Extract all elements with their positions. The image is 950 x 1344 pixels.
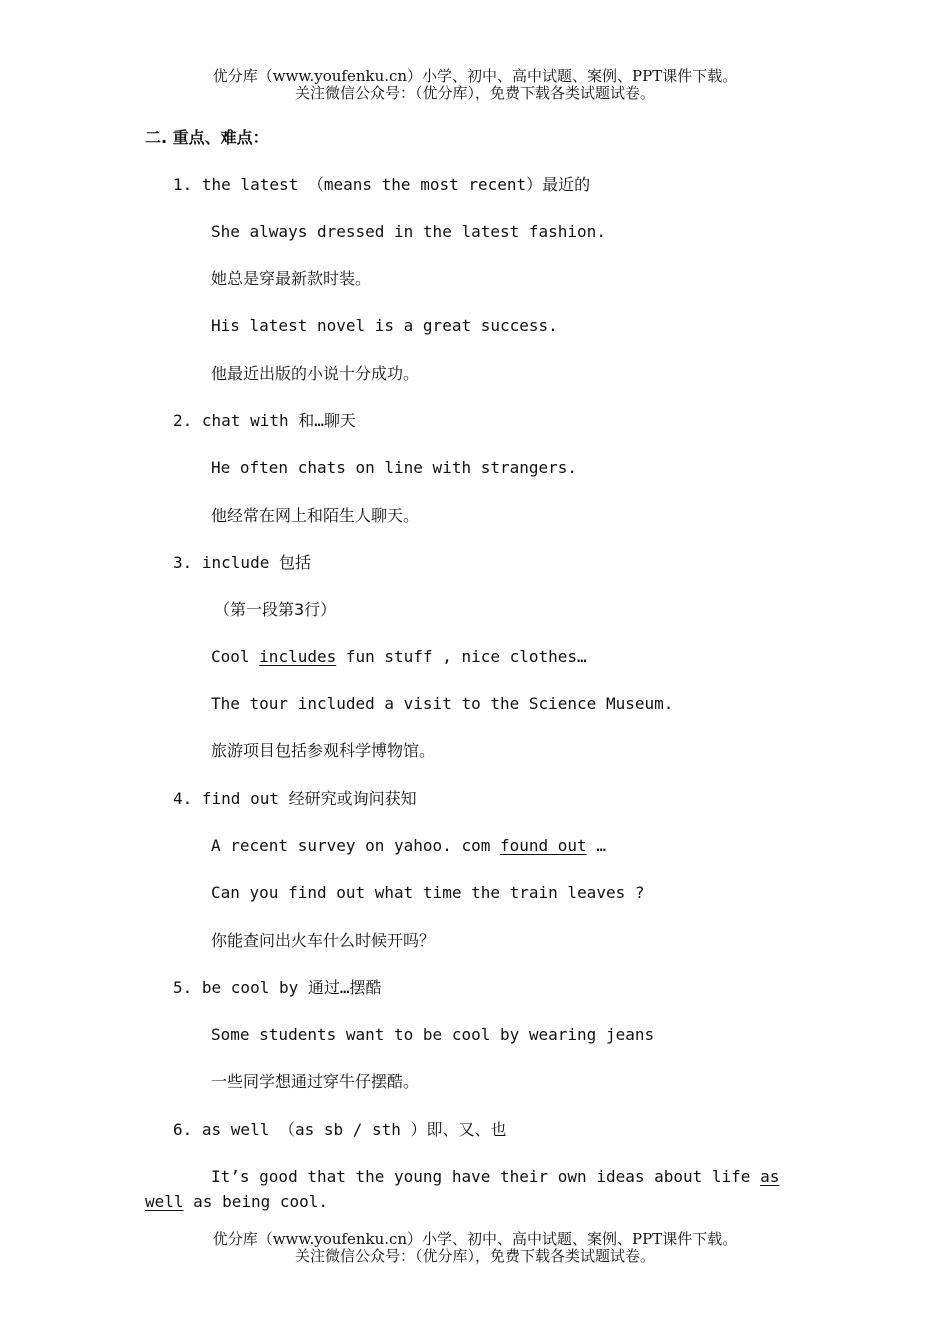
item-6-quote-before: It’s good that the young have their own ideas about life: [211, 1167, 761, 1186]
header-line-1: 优分库（www.youfenku.cn）小学、初中、高中试题、案例、PPT课件下载。: [212, 67, 738, 85]
footer-line-2: 关注微信公众号：（优分库），免费下载各类试题试卷。: [294, 1247, 655, 1265]
item-1-heading: 1. the latest （means the most recent）最近的: [173, 175, 591, 194]
header-line-2: 关注微信公众号：（优分库），免费下载各类试题试卷。: [294, 84, 655, 102]
page-header: [0, 68, 950, 102]
item-6-quote-underlined-1: as: [760, 1167, 780, 1186]
item-5-example-cn-1: 一些同学想通过穿牛仔摆酷。: [211, 1072, 420, 1091]
item-4-quote-underlined: found out: [499, 836, 587, 855]
item-3-quote-underlined: includes: [259, 647, 337, 666]
item-4-quote-before: A recent survey on yahoo. com: [211, 836, 500, 855]
item-4-example-cn-1: 你能查问出火车什么时候开吗？: [211, 931, 436, 950]
item-6-heading: 6. as well （as sb / sth ）即、又、也: [173, 1120, 507, 1139]
item-6-example-line-2: [145, 1192, 328, 1212]
item-4-example-en-1: Can you find out what time the train leaves ?: [211, 883, 645, 902]
item-1-example-en-1: She always dressed in the latest fashion.: [211, 222, 606, 241]
item-2-example-cn-1: 他经常在网上和陌生人聊天。: [211, 506, 420, 525]
item-5-example-en-1: Some students want to be cool by wearing jeans: [211, 1025, 655, 1044]
section-title: 二. 重点、难点：: [145, 128, 269, 147]
item-1-example-cn-2: 他最近出版的小说十分成功。: [211, 364, 420, 383]
item-3-heading: 3. include 包括: [173, 553, 311, 572]
item-1-example-en-2: His latest novel is a great success.: [211, 316, 558, 335]
item-2-example-en-1: He often chats on line with strangers.: [211, 458, 578, 477]
item-3-quote-before: Cool: [211, 647, 260, 666]
item-3-quote-after: fun stuff , nice clothes…: [336, 647, 587, 666]
item-6-example-line-1: [211, 1167, 779, 1187]
item-6-quote-after: as being cool.: [183, 1192, 329, 1211]
item-4-quote-after: …: [586, 836, 606, 855]
page-footer: [0, 1231, 950, 1265]
item-6-quote-underlined-2: well: [145, 1192, 184, 1211]
item-4-heading: 4. find out 经研究或询问获知: [173, 789, 417, 808]
item-3-example-en-1: The tour included a visit to the Science Museum.: [211, 694, 674, 713]
item-5-heading: 5. be cool by 通过…摆酷: [173, 978, 382, 997]
item-4-source-quote: [211, 836, 606, 856]
item-3-example-cn-1: 旅游项目包括参观科学博物馆。: [211, 741, 436, 760]
item-2-heading: 2. chat with 和…聊天: [173, 411, 356, 430]
item-1-example-cn-1: 她总是穿最新款时装。: [211, 269, 372, 288]
footer-line-1: 优分库（www.youfenku.cn）小学、初中、高中试题、案例、PPT课件下载。: [212, 1230, 738, 1248]
item-3-source-quote: [211, 647, 587, 667]
item-3-source-note: （第一段第3行）: [214, 600, 337, 619]
